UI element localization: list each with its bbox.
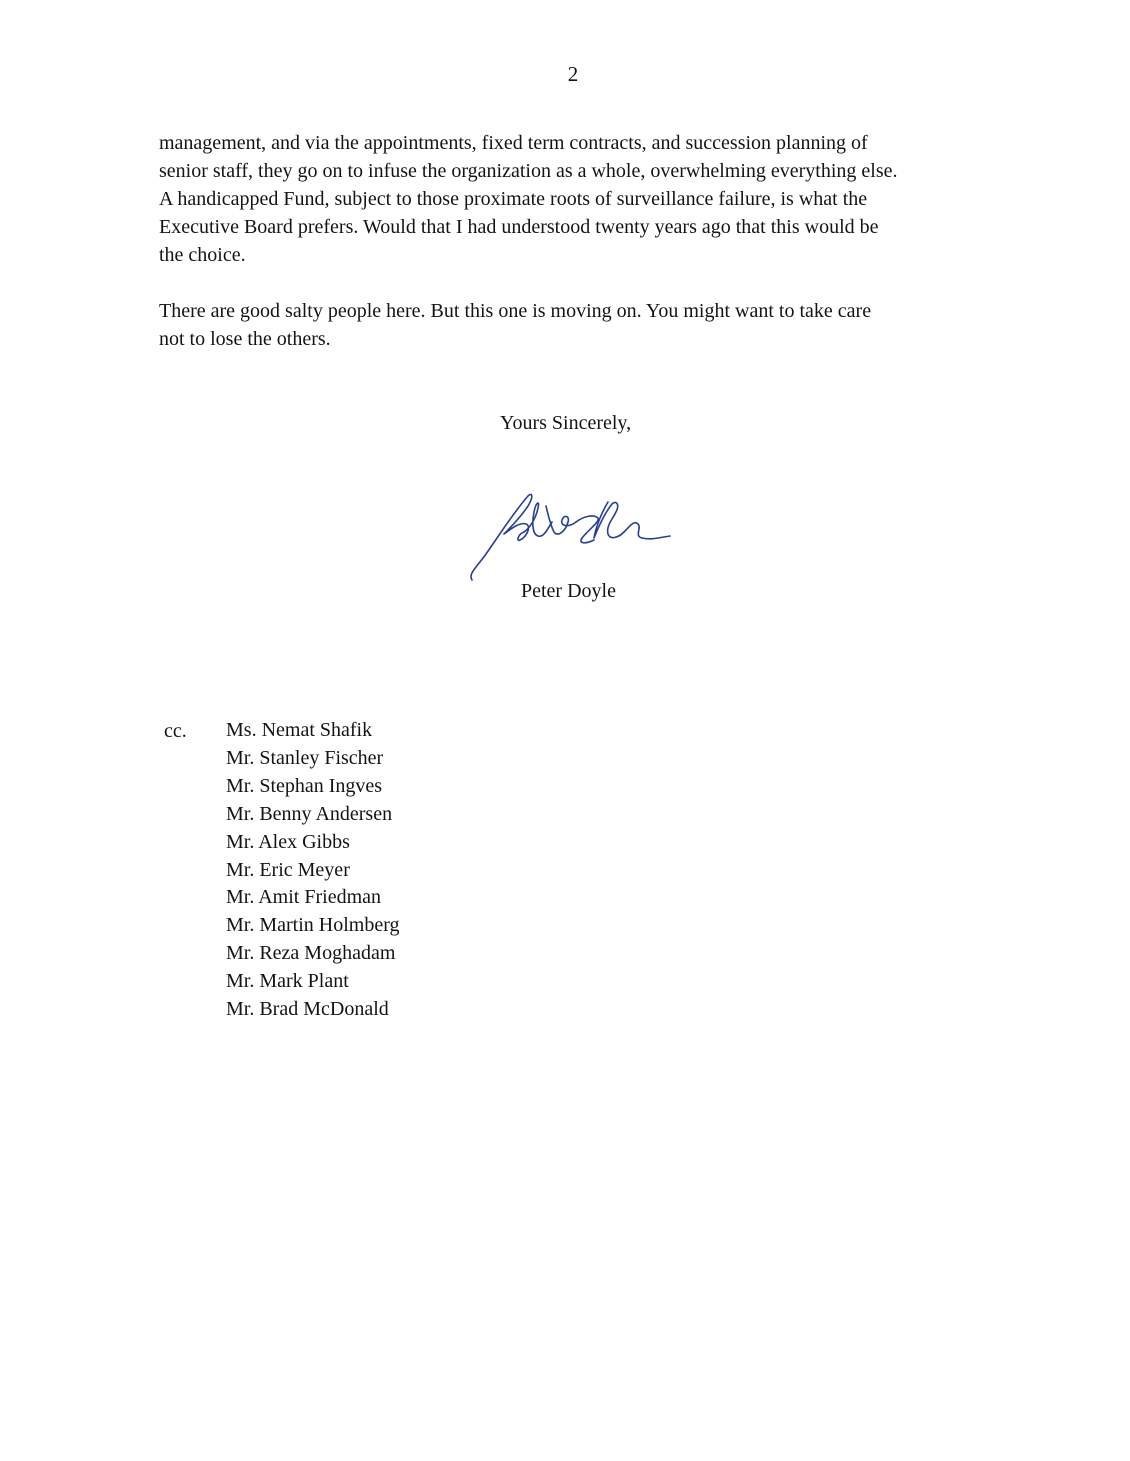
cc-recipient: Mr. Eric Meyer	[226, 858, 350, 881]
cc-recipient: Mr. Reza Moghadam	[226, 942, 396, 965]
cc-recipient: Mr. Brad McDonald	[226, 998, 389, 1021]
body-paragraph-2: There are good salty people here. But this one is moving on. You might want to take care not to lose the others.	[159, 300, 872, 350]
closing-salutation: Yours Sincerely,	[500, 412, 632, 434]
cc-recipient-list	[226, 717, 400, 1024]
body-paragraph-1: management, and via the appointments, fixed term contracts, and succession planning of senior staff, they go on to infuse the organization as a whole, overwhelming everything else. A handicapped Fund, subject to those proximate roots of surveillance failure, is what the Executive Board prefers. Would that I had understood twenty years ago that this would be the choice.	[159, 132, 898, 266]
cc-recipient: Mr. Alex Gibbs	[226, 830, 350, 853]
cc-recipient: Ms. Nemat Shafik	[226, 719, 373, 741]
signer-name: Peter Doyle	[521, 580, 616, 602]
cc-recipient: Mr. Stanley Fischer	[226, 746, 384, 769]
handwritten-signature	[462, 488, 682, 588]
cc-recipient: Mr. Mark Plant	[226, 970, 349, 993]
cc-recipient: Mr. Amit Friedman	[226, 886, 381, 909]
cc-recipient: Mr. Stephan Ingves	[226, 774, 383, 797]
cc-recipient: Mr. Martin Holmberg	[226, 914, 400, 937]
cc-label: cc.	[164, 720, 187, 742]
cc-recipient: Mr. Benny Andersen	[226, 802, 393, 825]
page-number: 2	[567, 62, 579, 86]
